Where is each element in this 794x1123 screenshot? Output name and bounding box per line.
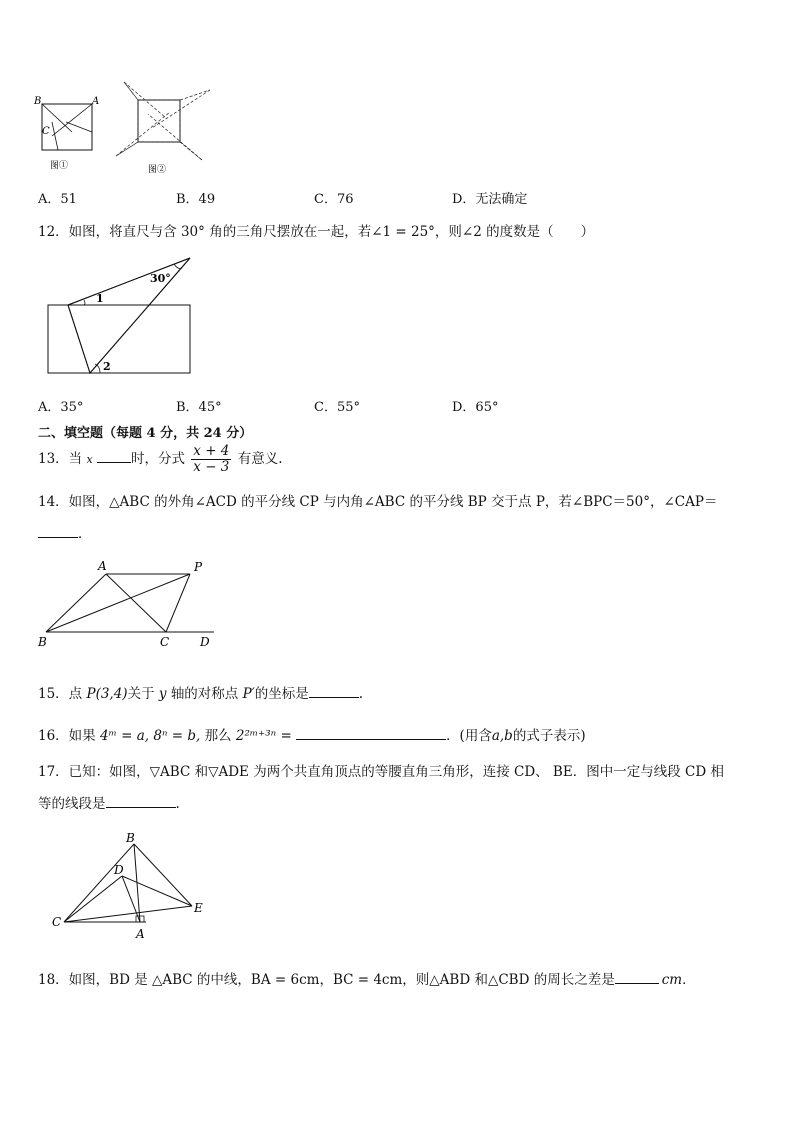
q17-label-e: E: [194, 901, 203, 915]
q15-suffix: 的坐标是: [254, 686, 309, 702]
fig1-caption: 图①: [50, 161, 69, 171]
q15-axis: y: [158, 686, 167, 702]
q16-answer-blank[interactable]: [296, 727, 446, 740]
q15-end: .: [358, 686, 364, 702]
q15-prefix: 15．点: [38, 686, 83, 702]
q13: [38, 444, 283, 475]
fig1-label-b: B: [34, 96, 42, 107]
q14-line1: 14．如图，△ABC 的外角∠ACD 的平分线 CP 与内角∠ABC 的平分线 BP 交于点 P，若∠BPC＝50°，∠CAP＝: [38, 494, 718, 510]
q16-expr2: 2²ᵐ⁺³ⁿ =: [235, 728, 292, 744]
q14-label-d: D: [200, 635, 210, 649]
q14-label-c: C: [160, 635, 170, 649]
q17-label-c: C: [52, 915, 62, 929]
q17-label-d: D: [114, 863, 124, 877]
q12-text: 12．如图，将直尺与含 30° 角的三角尺摆放在一起，若∠1 = 25°，则∠2 的度数是（ ）: [38, 224, 595, 240]
q12-option-b: B．45°: [176, 400, 222, 415]
q13-prefix: 13．当: [38, 451, 83, 467]
q16-end2: 的式子表示): [512, 728, 586, 744]
q13-denominator: x − 3: [193, 459, 230, 475]
q16: [38, 724, 586, 744]
q17-line2: [38, 792, 180, 812]
q15-point: P(3,4): [86, 686, 128, 702]
q12-option-c: C．55°: [314, 400, 360, 415]
q14-figure: [34, 556, 224, 650]
q11-figure-2: [112, 78, 212, 176]
q15-middle: 关于: [127, 686, 155, 702]
q13-fraction: [191, 444, 231, 475]
q12-label-30: 30°: [150, 272, 171, 285]
q16-end: ．(用含: [446, 728, 492, 744]
fig1-label-c: C: [42, 126, 50, 137]
fig1-label-a: A: [92, 96, 100, 107]
q15-point2: P′: [242, 686, 255, 702]
q18-answer-blank[interactable]: [615, 971, 659, 984]
q18-text: 18．如图，BD 是 △ABC 的中线，BA = 6cm，BC = 4cm，则△ABD 和△CBD 的周长之差是: [38, 972, 615, 988]
q17-label-a: A: [136, 927, 145, 941]
q18-end: ．: [682, 972, 696, 988]
q13-middle: 时，分式: [131, 451, 185, 467]
fig2-caption: 图②: [148, 165, 167, 175]
q17-line2-text: 等的线段是: [38, 796, 106, 812]
q16-vars: a,b: [491, 728, 513, 744]
q14-line2: [38, 522, 92, 542]
q13-var: x: [86, 453, 93, 466]
section-fill-in-title: 二、填空题（每题 4 分，共 24 分）: [38, 426, 253, 441]
q15-middle2: 轴的对称点: [170, 686, 239, 702]
q16-middle: 那么: [204, 728, 232, 744]
q16-expr: 4ᵐ = a, 8ⁿ = b,: [99, 728, 201, 744]
q13-answer-blank[interactable]: [97, 450, 131, 463]
q11-option-b: B．49: [176, 192, 216, 207]
q16-prefix: 16．如果: [38, 728, 96, 744]
q14-label-p: P: [194, 560, 203, 574]
q18-unit: cm: [661, 972, 683, 988]
q14-line2-end: ．: [78, 526, 92, 542]
q12-label-2: 2: [103, 360, 111, 373]
q12-option-d: D．65°: [452, 400, 499, 415]
q15-answer-blank[interactable]: [309, 685, 359, 698]
q11-option-d: D．无法确定: [452, 192, 528, 207]
q14-answer-blank[interactable]: [38, 525, 78, 538]
q17-answer-blank[interactable]: [106, 795, 176, 808]
q18: [38, 968, 696, 988]
q11-option-c: C．76: [314, 192, 354, 207]
q14-label-a: A: [98, 559, 107, 573]
q12-label-1: 1: [96, 292, 104, 305]
q17-line1: 17．已知：如图，▽ABC 和▽ADE 为两个共直角顶点的等腰直角三角形，连接 CD、 BE．图中一定与线段 CD 相: [38, 764, 724, 780]
q17-label-b: B: [126, 831, 135, 845]
q11-figure-1: [30, 92, 110, 172]
q15: [38, 682, 363, 702]
q12-figure: [40, 252, 200, 378]
q14-label-b: B: [38, 635, 47, 649]
q11-option-a: A．51: [38, 192, 77, 207]
q12-option-a: A．35°: [38, 400, 84, 415]
q13-numerator: x + 4: [193, 443, 230, 459]
q17-line2-end: .: [175, 796, 180, 812]
q17-figure: [46, 830, 216, 942]
q13-suffix: 有意义.: [237, 451, 283, 467]
